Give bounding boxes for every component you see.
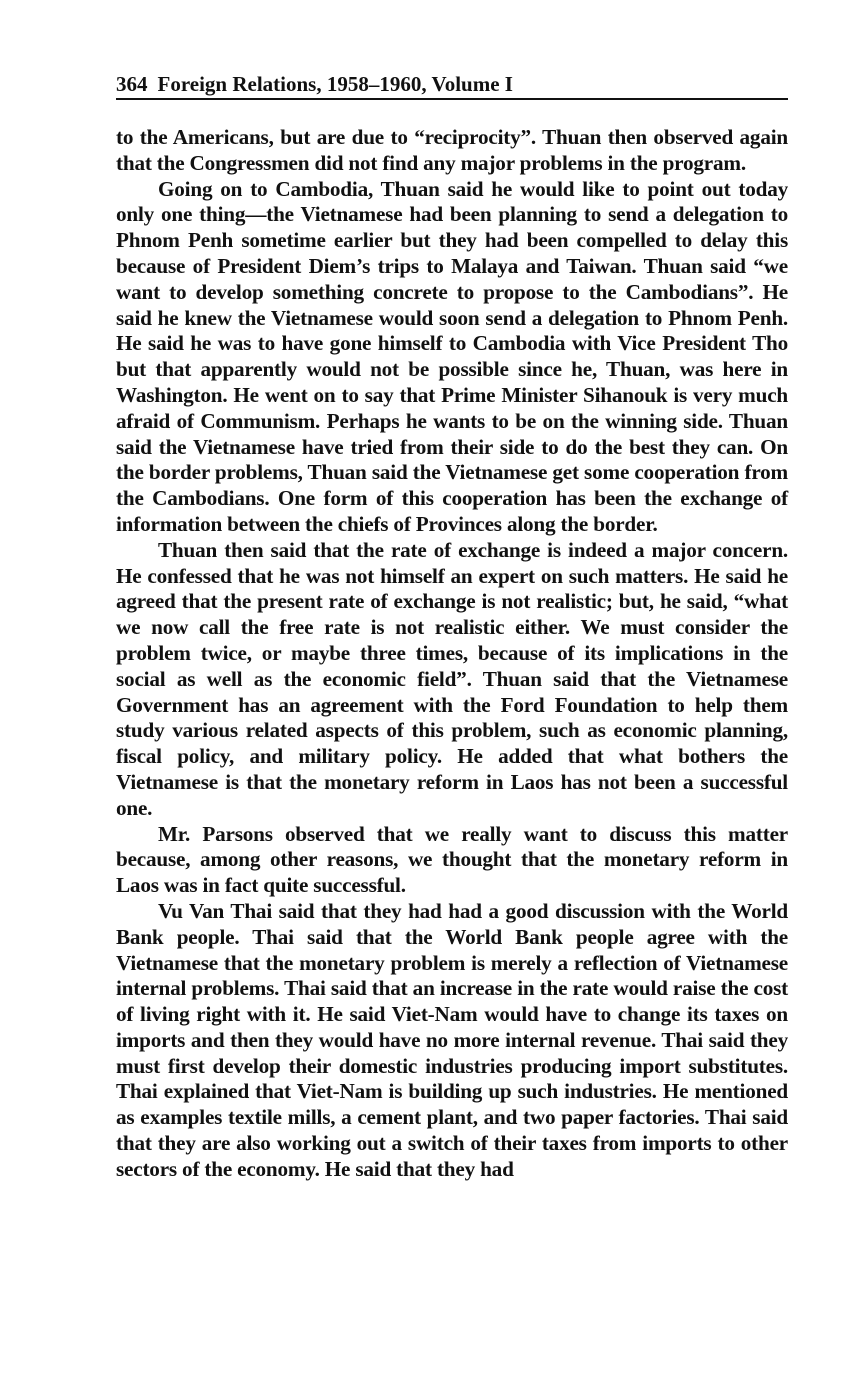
document-page	[116, 70, 788, 1183]
body-text	[116, 125, 788, 1183]
page-number: 364	[116, 72, 148, 96]
running-head	[116, 70, 788, 100]
paragraph: Going on to Cambodia, Thuan said he would like to point out today only one thing—the Vietnamese had been planning to send a delegation to Phnom Penh sometime earlier but they had been compelled to delay this because of President Diem’s trips to Malaya and Taiwan. Thuan said “we want to develop something concrete to propose to the Cambodians”. He said he knew the Vietnamese would soon send a delegation to Phnom Penh. He said he was to have gone himself to Cambodia with Vice President Tho but that apparently would not be possible since he, Thuan, was here in Washington. He went on to say that Prime Minister Sihanouk is very much afraid of Communism. Perhaps he wants to be on the winning side. Thuan said the Vietnamese have tried from their side to do the best they can. On the border problems, Thuan said the Vietnamese get some cooperation from the Cambodians. One form of this cooperation has been the exchange of information between the chiefs of Provinces along the border.	[116, 176, 788, 536]
paragraph: Thuan then said that the rate of exchange is indeed a major concern. He confessed that he was not himself an expert on such matters. He said he agreed that the present rate of exchange is not realistic; but, he said, “what we now call the free rate is not realistic either. We must consider the problem twice, or maybe three times, because of its implications in the social as well as the economic field”. Thuan said that the Vietnamese Government has an agreement with the Ford Foundation to help them study various related aspects of this problem, such as economic planning, fiscal policy, and military policy. He added that what bothers the Vietnamese is that the monetary reform in Laos has not been a successful one.	[116, 537, 788, 820]
paragraph: Mr. Parsons observed that we really want to discuss this matter because, among other reasons, we thought that the monetary reform in Laos was in fact quite successful.	[116, 821, 788, 898]
running-head-title: Foreign Relations, 1958–1960, Volume I	[157, 72, 513, 96]
paragraph: Vu Van Thai said that they had had a good discussion with the World Bank people. Thai said that the World Bank people agree with the Vietnamese that the monetary problem is merely a reflection of Vietnamese internal problems. Thai said that an increase in the rate would raise the cost of living right with it. He said Viet-Nam would have to change its taxes on imports and then they would have no more internal revenue. Thai said they must first develop their domestic industries producing import substitutes. Thai explained that Viet-Nam is building up such industries. He mentioned as examples textile mills, a cement plant, and two paper factories. Thai said that they are also working out a switch of their taxes from imports to other sectors of the economy. He said that they had	[116, 898, 788, 1181]
paragraph: to the Americans, but are due to “reciprocity”. Thuan then observed again that the Congressmen did not find any major problems in the program.	[116, 125, 788, 175]
